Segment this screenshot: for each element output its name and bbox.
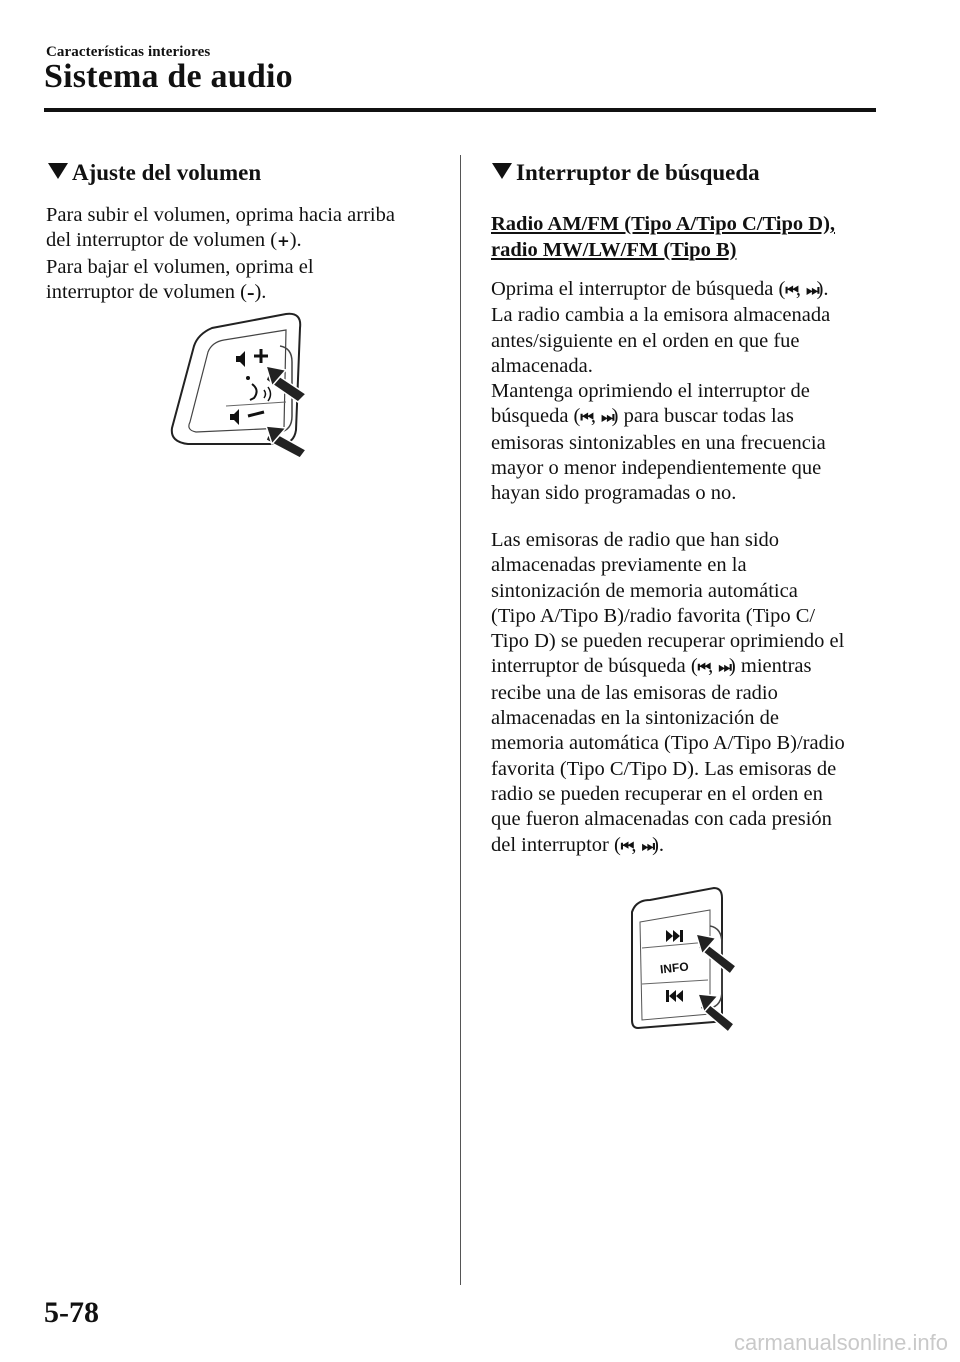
heading-volume [48,160,261,186]
seek-forward-icon: ⏭ [806,281,817,299]
page-number: 5-78 [44,1296,99,1329]
text-line: radio se pueden recuperar en el orden en [491,782,823,805]
volume-paragraph [46,203,395,306]
text-line: que fueron almacenadas con cada presión [491,808,832,831]
text-line: sintonización de memoria automática [491,579,798,602]
seek-switch-figure [626,886,738,1034]
section-label: Características interiores [46,44,211,60]
text-line: Tipo D) se pueden recuperar oprimiendo el [491,630,845,653]
text-line: almacenadas previamente en la [491,554,747,577]
seek-paragraph-2 [491,528,845,859]
triangle-bullet-icon [492,163,512,179]
text-line: Oprima el interruptor de búsqueda (⏮, ⏭). [491,278,829,300]
minus-icon: – [246,283,255,302]
text-line: del interruptor (⏮, ⏭). [491,833,665,856]
text-line: favorita (Tipo C/Tipo D). Las emisoras de [491,757,837,780]
seek-forward-icon: ⏭ [601,408,612,427]
chapter-title: Sistema de audio [44,58,293,95]
text-line: Para subir el volumen, oprima hacia arriba [46,204,395,226]
text-line: almacenada. [491,354,593,377]
text-line: interruptor de volumen (–). [46,280,267,303]
plus-icon: + [277,232,290,251]
text-line: interruptor de búsqueda (⏮, ⏭) mientras [491,655,812,678]
text-line: emisoras sintonizables en una frecuencia [491,431,826,454]
seek-back-icon: ⏮ [785,281,796,299]
subheading-line: Radio AM/FM (Tipo A/Tipo C/Tipo D), [491,213,836,235]
text-line: del interruptor de volumen (+). [46,229,302,252]
heading-seek-text: Interruptor de búsqueda [516,160,760,185]
seek-back-icon: ⏮ [697,658,709,677]
heading-seek [492,160,760,186]
seek-back-icon: ⏮ [620,836,632,855]
text-line: búsqueda (⏮, ⏭) para buscar todas las [491,405,794,428]
text-line: recibe una de las emisoras de radio [491,681,778,704]
watermark: carmanualsonline.info [733,1330,948,1355]
text-line: mayor o menor independientemente que [491,457,822,480]
text-line: hayan sido programadas o no. [491,482,737,505]
seek-back-icon: ⏮ [580,408,591,427]
volume-switch-figure [168,310,308,460]
text-line: Las emisoras de radio que han sido [491,529,780,551]
text-line: antes/siguiente en el orden en que fue [491,329,800,352]
seek-forward-icon: ⏭ [718,658,729,677]
radio-subheading [491,212,835,263]
seek-paragraph-1 [491,277,830,507]
info-label: INFO [659,959,690,977]
seek-forward-icon: ⏭ [641,836,653,855]
text-line: La radio cambia a la emisora almacenada [491,304,831,327]
subheading-line: radio MW/LW/FM (Tipo B) [491,238,737,261]
triangle-bullet-icon [48,163,68,179]
heading-volume-text: Ajuste del volumen [72,160,262,185]
column-divider [460,155,461,1285]
text-line: Para bajar el volumen, oprima el [46,255,314,278]
text-line: memoria automática (Tipo A/Tipo B)/radio [491,732,845,755]
text-line: Mantenga oprimiendo el interruptor de [491,380,810,403]
header-rule [44,108,876,112]
text-line: almacenadas en la sintonización de [491,707,780,730]
text-line: (Tipo A/Tipo B)/radio favorita (Tipo C/ [491,604,816,627]
